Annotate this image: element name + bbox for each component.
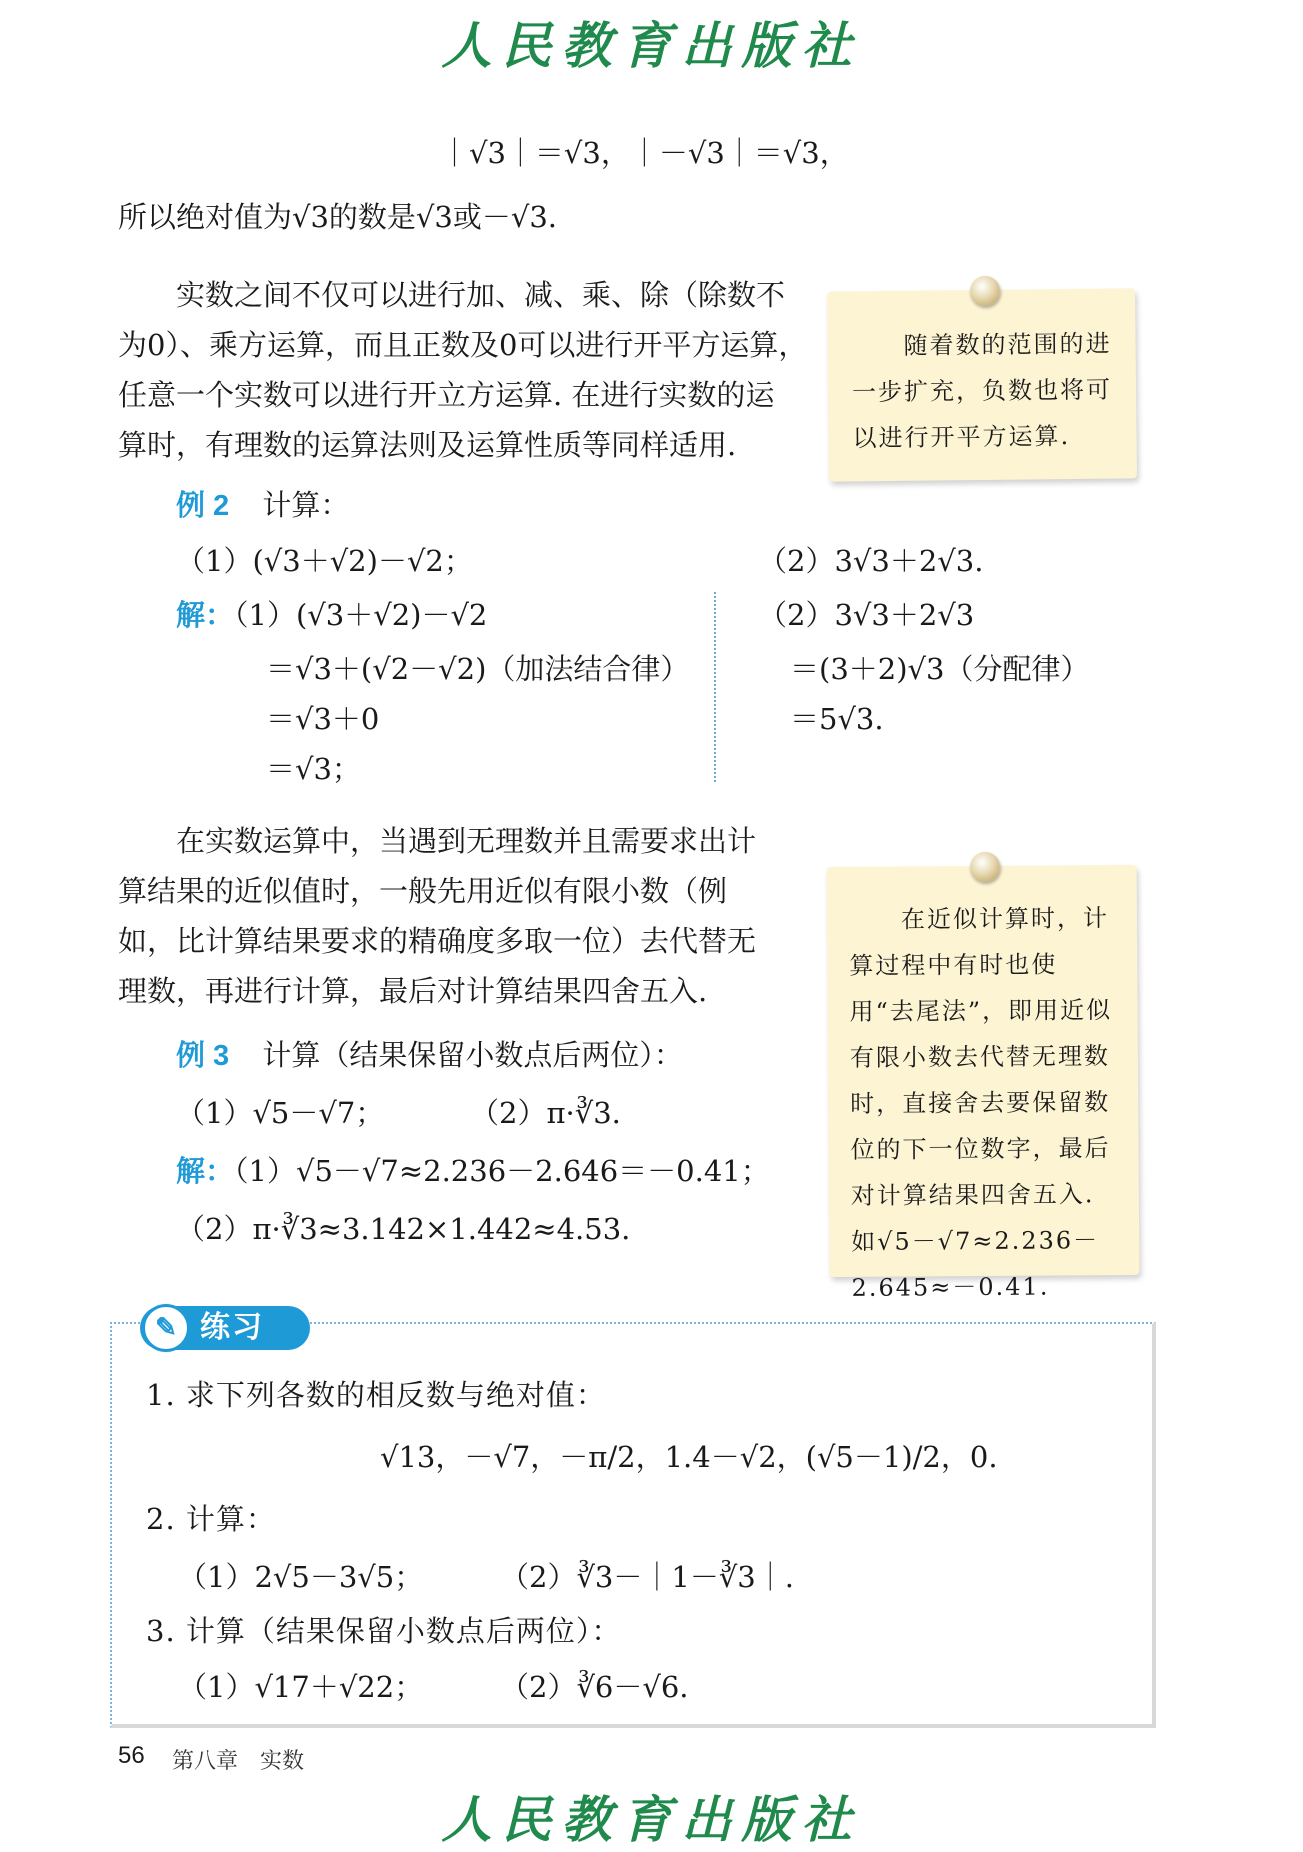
paragraph-line: 任意一个实数可以进行开立方运算. 在进行实数的运 <box>118 378 775 412</box>
abs-value-conclusion: 所以绝对值为√3的数是√3或－√3. <box>118 200 558 234</box>
solution-step: ＝√3＋(√2－√2)（加法结合律） <box>266 652 690 686</box>
solution-step: ＝√3； <box>266 752 361 786</box>
exercise-question-1-items: √13，－√7，－π/2，1.4－√2，(√5－1)/2，0. <box>380 1440 998 1474</box>
example-2-title: 计算： <box>262 488 350 522</box>
solution-divider <box>714 592 716 782</box>
example-3-heading <box>176 1030 683 1081</box>
side-note-2-text: 在近似计算时，计算过程中有时也使用“去尾法”，即用近似有限小数去代替无理数时，直接舍去要保留数位的下一位数字，最后对计算结果四舍五入. 如√5－√7≈2.236－2.645≈－0.41. <box>848 904 1113 1302</box>
example-3-question-2: （2）π·∛3. <box>470 1096 621 1130</box>
exercise-question-2: 2. 计算： <box>146 1502 276 1536</box>
paragraph-real-operations <box>118 270 808 470</box>
example-3-solution-2: （2）π·∛3≈3.142×1.442≈4.53. <box>176 1212 631 1246</box>
publisher-logo-top: 人民教育出版社 <box>441 16 862 75</box>
example-3-solution-1 <box>176 1146 770 1196</box>
pencil-icon: ✎ <box>142 1304 190 1352</box>
example-2-question-1: （1）(√3＋√2)－√2； <box>176 544 473 578</box>
solution-step: （1）(√3＋√2)－√2 <box>234 598 488 632</box>
pushpin-icon <box>970 276 1000 306</box>
solution-step: （2）3√3＋2√3 <box>758 598 975 632</box>
side-note-1 <box>827 288 1137 481</box>
side-note-1-text: 随着数的范围的进一步扩充，负数也将可以进行开平方运算. <box>851 329 1113 453</box>
solution-step: ＝5√3. <box>790 702 884 736</box>
exercise-question-2b: （2）∛3－｜1－∛3｜. <box>500 1560 794 1594</box>
page-number: 56 <box>118 1742 145 1769</box>
paragraph-line: 如，比计算结果要求的精确度多取一位）去代替无 <box>118 924 757 958</box>
chapter-title: 第八章 实数 <box>172 1749 305 1774</box>
exercise-question-1: 1. 求下列各数的相反数与绝对值： <box>146 1378 606 1412</box>
solution-label: 解： <box>176 598 235 632</box>
paragraph-approximation <box>118 816 798 1016</box>
example-2-solution-1 <box>176 590 689 794</box>
publisher-logo-bottom: 人民教育出版社 <box>441 1790 862 1849</box>
paragraph-line: 实数之间不仅可以进行加、减、乘、除（除数不 <box>176 278 786 312</box>
exercise-question-3: 3. 计算（结果保留小数点后两位）： <box>146 1614 622 1648</box>
exercise-question-3a: （1）√17＋√22； <box>178 1670 424 1704</box>
pushpin-icon <box>970 852 1000 882</box>
solution-label: 解： <box>176 1154 235 1188</box>
solution-step: ＝(3＋2)√3（分配律） <box>790 652 1090 686</box>
example-2-solution-2 <box>758 590 1089 744</box>
example-2-label: 例 2 <box>176 490 230 522</box>
exercise-question-2a: （1）2√5－3√5； <box>178 1560 424 1594</box>
abs-value-equation: ｜√3｜＝√3，｜－√3｜＝√3， <box>440 136 849 170</box>
example-3-question-1: （1）√5－√7； <box>176 1096 385 1130</box>
side-note-2 <box>827 865 1140 1302</box>
example-3-label: 例 3 <box>176 1040 230 1072</box>
exercise-question-3b: （2）∛6－√6. <box>500 1670 689 1704</box>
paragraph-line: 为0）、乘方运算，而且正数及0可以进行开平方运算， <box>118 328 808 362</box>
exercise-title: 练习 <box>200 1310 264 1345</box>
solution-step: ＝√3＋0 <box>266 702 380 736</box>
paragraph-line: 理数，再进行计算，最后对计算结果四舍五入. <box>118 974 708 1008</box>
paragraph-line: 算结果的近似值时，一般先用近似有限小数（例 <box>118 874 728 908</box>
paragraph-line: 算时，有理数的运算法则及运算性质等同样适用. <box>118 428 737 462</box>
example-2-question-2: （2）3√3＋2√3. <box>758 544 984 578</box>
solution-step: （1）√5－√7≈2.236－2.646＝－0.41； <box>234 1154 770 1188</box>
example-2-heading <box>176 480 349 531</box>
paragraph-line: 在实数运算中，当遇到无理数并且需要求出计 <box>176 824 757 858</box>
example-3-title: 计算（结果保留小数点后两位）： <box>262 1038 683 1072</box>
